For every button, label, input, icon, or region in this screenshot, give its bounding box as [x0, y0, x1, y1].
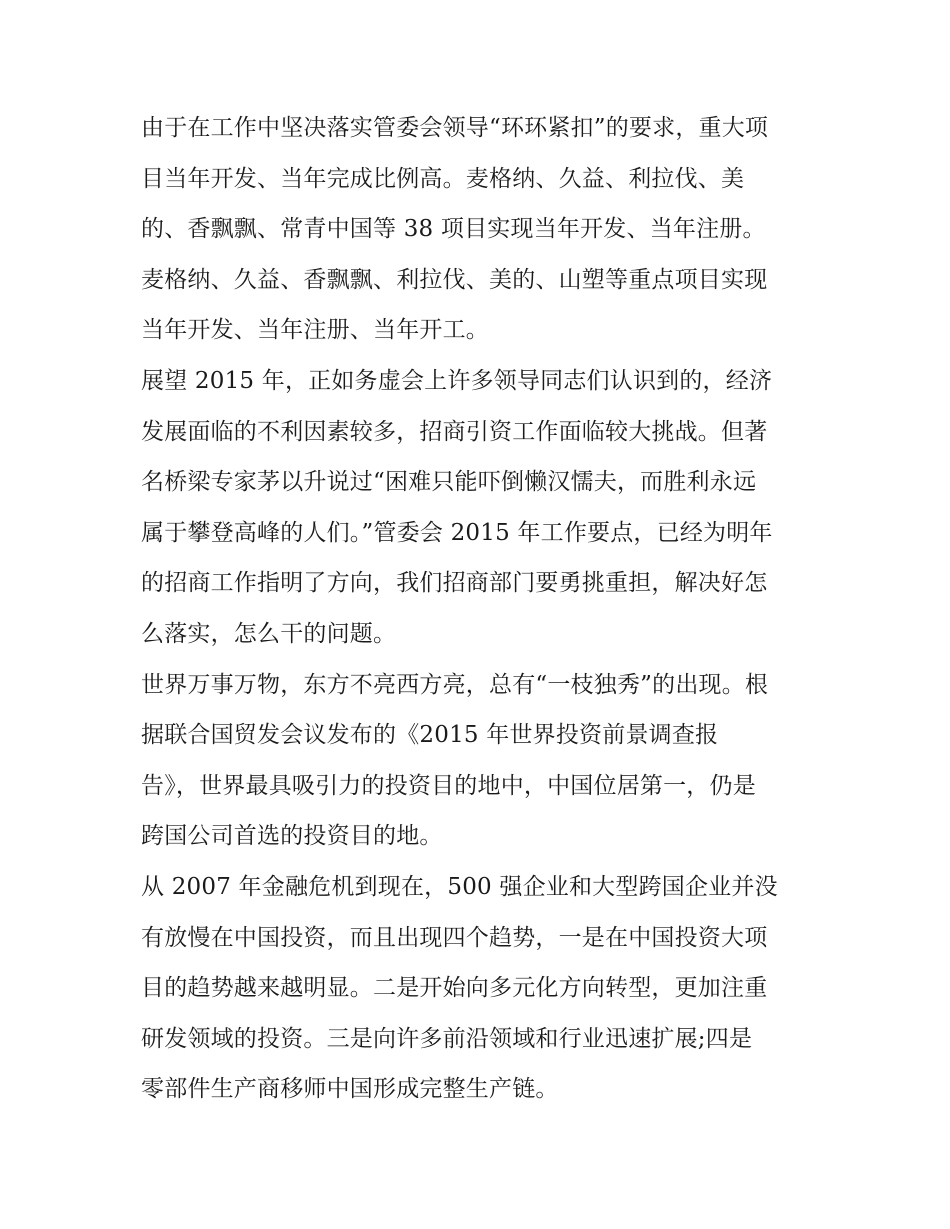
text-line: 属于攀登高峰的人们。”管委会 2015 年工作要点，已经为明年	[141, 519, 773, 546]
text-line: 麦格纳、久益、香飘飘、利拉伐、美的、山塑等重点项目实现	[141, 266, 768, 293]
text-line: 跨国公司首选的投资目的地。	[141, 823, 443, 850]
text-line: 由于在工作中坚决落实管委会领导“环环紧扣”的要求，重大项	[141, 115, 769, 141]
text-line: 的、香飘飘、常青中国等 38 项目实现当年开发、当年注册。	[141, 216, 766, 243]
text-line: 名桥梁专家茅以升说过“困难只能吓倒懒汉懦夫，而胜利永远	[141, 469, 757, 496]
paragraph-2	[141, 356, 816, 660]
text-line: 研发领域的投资。三是向许多前沿领域和行业迅速扩展;四是	[141, 1025, 753, 1052]
text-line: 据联合国贸发会议发布的《2015 年世界投资前景调查报	[141, 722, 719, 749]
text-line: 目当年开发、当年完成比例高。麦格纳、久益、利拉伐、美	[141, 165, 745, 192]
text-line: 世界万事万物，东方不亮西方亮，总有“一枝独秀”的出现。根	[141, 671, 769, 698]
text-line: 么落实，怎么干的问题。	[141, 620, 397, 647]
paragraph-3	[141, 660, 816, 862]
text-line: 有放慢在中国投资，而且出现四个趋势，一是在中国投资大项	[141, 924, 768, 951]
text-line: 告》，世界最具吸引力的投资目的地中，中国位居第一，仍是	[141, 772, 756, 799]
text-line: 当年开发、当年注册、当年开工。	[141, 317, 489, 344]
paragraph-1	[141, 103, 816, 356]
document-body	[141, 103, 816, 1115]
text-line: 从 2007 年金融危机到现在，500 强企业和大型跨国企业并没	[141, 873, 778, 900]
text-line: 展望 2015 年，正如务虚会上许多领导同志们认识到的，经济	[141, 367, 773, 394]
text-line: 零部件生产商移师中国形成完整生产链。	[141, 1076, 559, 1103]
paragraph-4	[141, 862, 816, 1115]
text-line: 的招商工作指明了方向，我们招商部门要勇挑重担，解决好怎	[141, 570, 768, 597]
text-line: 目的趋势越来越明显。二是开始向多元化方向转型，更加注重	[141, 975, 768, 1002]
text-line: 发展面临的不利因素较多，招商引资工作面临较大挑战。但著	[141, 418, 768, 445]
